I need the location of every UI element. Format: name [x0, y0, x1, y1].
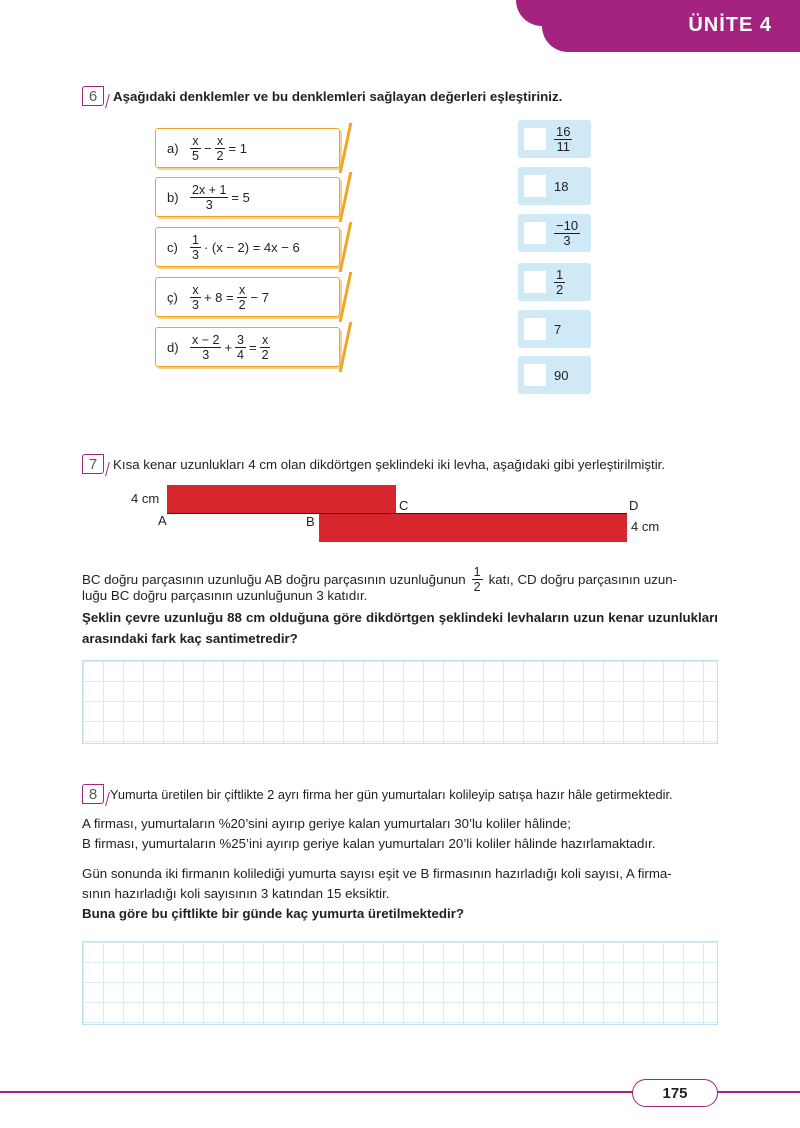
label-right-height: 4 cm [631, 519, 660, 534]
label-b: B [306, 514, 315, 529]
answer-checkbox[interactable] [524, 271, 546, 293]
frac-den: 2 [238, 297, 246, 312]
answer-box-5[interactable] [518, 310, 591, 348]
answer-checkbox[interactable] [524, 175, 546, 197]
frac-num: 2x + 1 [192, 182, 227, 197]
frac-den: 3 [563, 232, 571, 248]
frac-num: 1 [556, 266, 564, 282]
frac-num: x [238, 282, 246, 297]
equation-a[interactable] [155, 128, 340, 168]
answer-grid-7[interactable] [82, 660, 718, 744]
equation-letter: a) [167, 140, 179, 156]
answer-box-6[interactable] [518, 356, 591, 394]
frac-den: 3 [192, 297, 199, 312]
equation-letter: ç) [167, 289, 178, 305]
frac-num: x − 2 [192, 332, 220, 347]
equation-rest: = 1 [228, 140, 247, 156]
body-text: katı, CD doğru parçasının uzun- [488, 572, 678, 587]
equation-c-cedilla[interactable] [155, 277, 340, 317]
rectangle-bottom [319, 514, 627, 542]
equation-rest: · (x − 2) = 4x − 6 [203, 239, 300, 255]
frac-den: 2 [556, 281, 564, 297]
frac-num: 16 [556, 123, 571, 139]
body-text: BC doğru parçasının uzunluğu AB doğru parçasının uzunluğunun [82, 572, 466, 587]
question-7-question: Şeklin çevre uzunluğu 88 cm olduğuna göre dikdörtgen şeklindeki levhaların uzun kenar uzunlukları arasındaki fark kaç santimetredir? [82, 610, 718, 646]
answer-box-1[interactable] [518, 120, 591, 158]
equation-c[interactable] [155, 227, 340, 267]
frac-den: 2 [216, 148, 224, 163]
frac-num: −10 [556, 217, 579, 233]
line-ad [167, 513, 627, 514]
frac-den: 4 [237, 347, 244, 362]
answer-checkbox[interactable] [524, 364, 546, 386]
question-6-number: 6 [82, 86, 104, 106]
question-8-para-1: Gün sonunda iki firmanın kolilediği yumurta sayısı eşit ve B firmasının hazırladığı koli sayısı, A firma- [82, 866, 672, 881]
label-c: C [399, 498, 409, 513]
answer-checkbox[interactable] [524, 222, 546, 244]
frac-num: 1 [192, 232, 199, 247]
question-6-prompt: Aşağıdaki denklemler ve bu denklemleri sağlayan değerleri eşleştiriniz. [113, 89, 563, 104]
answer-box-2[interactable] [518, 167, 591, 205]
frac-num: x [216, 133, 224, 148]
label-d: D [629, 498, 639, 513]
equation-rest: = 5 [231, 189, 250, 205]
equation-letter: c) [167, 239, 178, 255]
question-8-line-a: A firması, yumurtaların %20’sini ayırıp geriye kalan yumurtaları 30’lu koliler hâlinde; [82, 816, 572, 831]
operator: + 8 = [203, 289, 234, 305]
answer-box-4[interactable] [518, 263, 591, 301]
frac-den: 2 [473, 580, 481, 594]
answer-value: 7 [554, 321, 562, 337]
frac-den: 2 [261, 347, 269, 362]
equation-letter: b) [167, 189, 179, 205]
equation-letter: d) [167, 339, 179, 355]
question-8-question: Buna göre bu çiftlikte bir günde kaç yumurta üretilmektedir? [82, 906, 464, 921]
question-7-prompt: Kısa kenar uzunlukları 4 cm olan dikdörtgen şeklindeki iki levha, aşağıdaki gibi yerleştirilmiştir. [113, 457, 666, 472]
unit-label: ÜNİTE 4 [688, 14, 772, 36]
frac-den: 11 [556, 138, 570, 154]
label-left-height: 4 cm [131, 491, 160, 506]
answer-box-3[interactable] [518, 214, 591, 252]
frac-num: x [192, 133, 199, 148]
question-7-body-line-2: luğu BC doğru parçasının uzunluğunun 3 katıdır. [82, 588, 368, 603]
frac-den: 5 [192, 148, 199, 163]
question-8-line-b: B firması, yumurtaların %25’ini ayırıp geriye kalan yumurtaları 20’li koliler hâlinde hazırlamaktadır. [82, 836, 656, 851]
operator: + [224, 339, 233, 355]
question-8-prompt: Yumurta üretilen bir çiftlikte 2 ayrı firma her gün yumurtaları kolileyip satışa hazır hâle getirmektedir. [110, 787, 673, 802]
question-7-number: 7 [82, 454, 104, 474]
rectangle-top [167, 485, 396, 514]
frac-num: 1 [473, 565, 481, 579]
operator: = [249, 339, 257, 355]
equation-b[interactable] [155, 177, 340, 217]
operator: − [203, 140, 212, 156]
frac-num: x [261, 332, 269, 347]
answer-value: 18 [554, 178, 569, 194]
answer-value: 90 [554, 367, 569, 383]
frac-num: 3 [237, 332, 244, 347]
question-8-para-2: sının hazırladığı koli sayısının 3 katından 15 eksiktir. [82, 886, 390, 901]
answer-grid-8[interactable] [82, 941, 718, 1025]
page-number: 175 [632, 1079, 718, 1107]
answer-checkbox[interactable] [524, 318, 546, 340]
answer-checkbox[interactable] [524, 128, 546, 150]
frac-den: 3 [202, 347, 210, 362]
frac-num: x [192, 282, 199, 297]
equation-d[interactable] [155, 327, 340, 367]
frac-den: 3 [192, 247, 199, 262]
equation-rest: − 7 [250, 289, 269, 305]
label-a: A [158, 513, 167, 528]
question-8-number: 8 [82, 784, 104, 804]
frac-den: 3 [205, 197, 213, 212]
